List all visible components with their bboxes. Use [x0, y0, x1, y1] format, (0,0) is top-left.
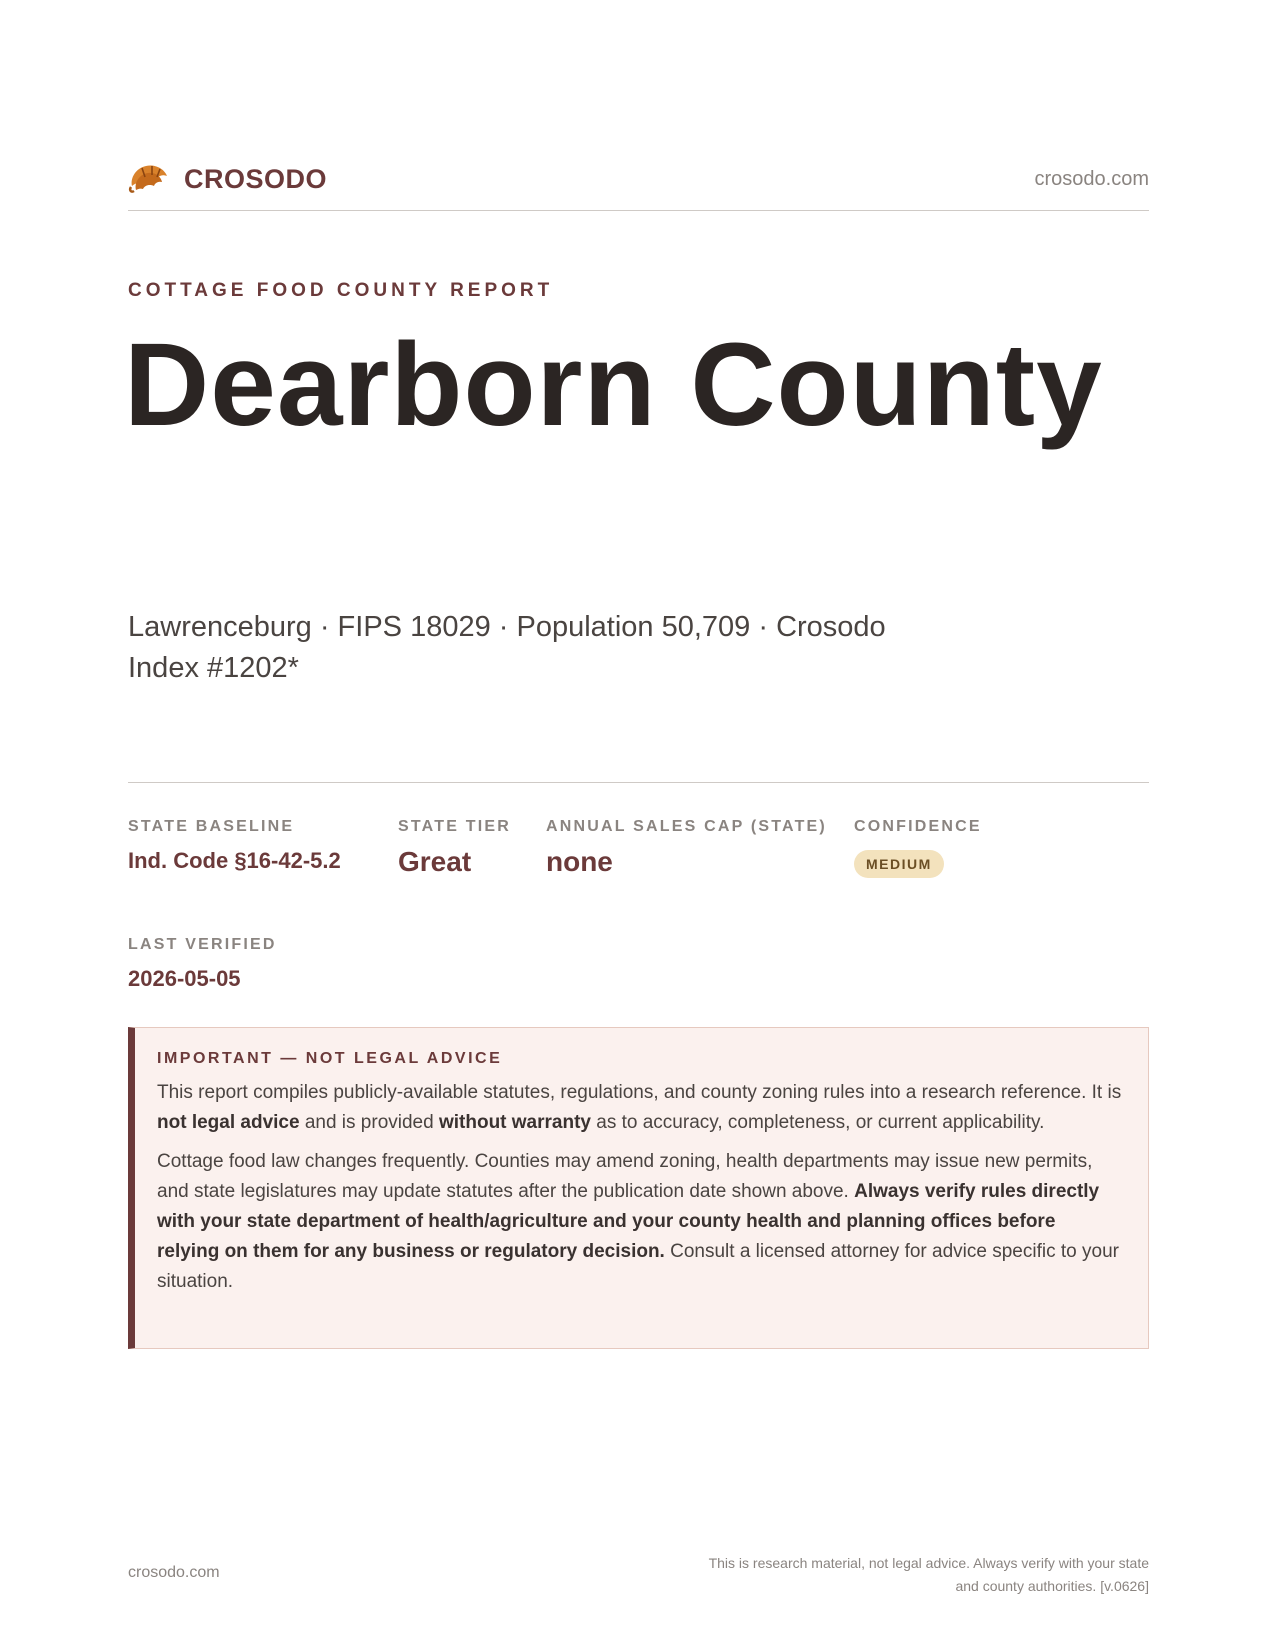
- legal-notice: [128, 1027, 1149, 1349]
- croissant-icon: [128, 160, 170, 196]
- stat-state-tier: [398, 818, 511, 878]
- stat-confidence: [854, 818, 982, 878]
- stat-value: Ind. Code §16-42-5.2: [128, 848, 341, 873]
- brand-name: CROSODO: [184, 164, 328, 194]
- site-url[interactable]: crosodo.com: [1034, 168, 1149, 190]
- report-page: [124, 0, 1149, 1650]
- stat-label: CONFIDENCE: [854, 818, 982, 835]
- page-title: Dearborn County: [124, 319, 1103, 451]
- notice-text: This report compiles publicly-available statutes, regulations, and county zoning rules into a research reference. It is: [157, 1082, 1122, 1103]
- footer-line: This is research material, not legal advice. Always verify with your state: [708, 1555, 1149, 1571]
- stat-label: STATE TIER: [398, 818, 511, 835]
- notice-bold: without warranty: [438, 1112, 591, 1133]
- stat-value: Great: [398, 846, 472, 877]
- notice-title: IMPORTANT — NOT LEGAL ADVICE: [157, 1050, 503, 1067]
- header-divider: [128, 210, 1149, 211]
- footer-site[interactable]: crosodo.com: [128, 1564, 220, 1581]
- stat-state-baseline: [128, 818, 341, 874]
- stat-label: ANNUAL SALES CAP (STATE): [546, 818, 827, 835]
- footer-line: and county authorities. [v.0626]: [955, 1578, 1149, 1594]
- stat-last-verified: [128, 936, 277, 992]
- brand-header: [128, 158, 1149, 198]
- notice-text: as to accuracy, completeness, or current applicability.: [590, 1112, 1045, 1133]
- county-subtitle: Lawrenceburg · FIPS 18029 · Population 50,709 · Crosodo Index #1202*: [128, 611, 886, 684]
- notice-bold: Always verify rules directly with your state department of health/agriculture and your county health and planning offices before relying on them for any business or regulatory decision.: [157, 1181, 1100, 1262]
- notice-text: and is provided: [299, 1112, 439, 1133]
- confidence-badge: MEDIUM: [854, 850, 944, 878]
- stat-label: STATE BASELINE: [128, 818, 295, 835]
- notice-text: Cottage food law changes frequently. Counties may amend zoning, health departments may issue new permits, and state legislatures may update statutes after the publication date shown above.: [157, 1151, 1093, 1202]
- notice-bold: not legal advice: [157, 1112, 300, 1133]
- section-divider: [128, 782, 1149, 783]
- stat-label: LAST VERIFIED: [128, 936, 277, 953]
- notice-paragraph-2: [157, 1147, 1122, 1297]
- notice-paragraph-1: [157, 1078, 1122, 1138]
- report-eyebrow: COTTAGE FOOD COUNTY REPORT: [128, 280, 554, 301]
- stat-value: 2026-05-05: [128, 966, 241, 991]
- stat-value: none: [546, 846, 613, 877]
- stat-sales-cap: [546, 818, 827, 878]
- footer-disclaimer: [629, 1552, 1149, 1598]
- notice-text: Consult a licensed attorney for advice specific to your situation.: [157, 1241, 1119, 1292]
